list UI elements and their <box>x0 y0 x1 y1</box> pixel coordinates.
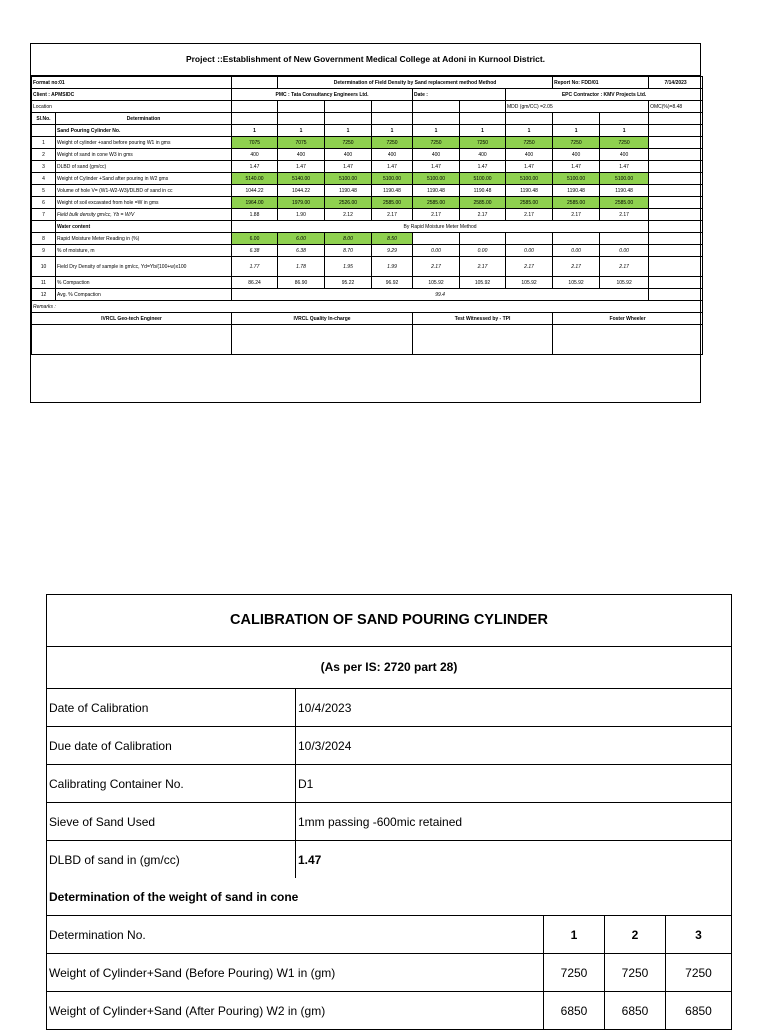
field-label: Calibrating Container No. <box>47 765 296 802</box>
row-label: Field Dry Density of sample in gm/cc, Yd=Yb/(100+w)x100 <box>56 257 232 277</box>
row-cell: 5100.00 <box>325 173 372 185</box>
table-row <box>32 233 703 245</box>
row-label: Volume of hole V= (W1-W2-W3)/DLBD of sand in cc <box>56 185 232 197</box>
field-value: 1mm passing -600mic retained <box>298 814 463 829</box>
row-cell: 400 <box>600 149 649 161</box>
epc-contractor: EPC Contractor : KMV Projects Ltd. <box>506 89 703 101</box>
row-cell: 0.00 <box>413 245 460 257</box>
row-cell: 2.17 <box>372 209 413 221</box>
w2-value-3: 6850 <box>685 1003 712 1018</box>
row-cell: 1.47 <box>600 161 649 173</box>
row-cell <box>553 233 600 245</box>
row-label: DLBD of sand (gm/cc) <box>56 161 232 173</box>
row-cell: 2.17 <box>506 209 553 221</box>
row-cell: 1.90 <box>278 209 325 221</box>
row-cell: 400 <box>460 149 506 161</box>
row-cell: 8.00 <box>325 233 372 245</box>
row-label: Sand Pouring Cylinder No. <box>56 125 232 137</box>
row-label: Weight of cylinder +sand before pouring W1 in gms <box>56 137 232 149</box>
calibration-sheet <box>46 594 732 1030</box>
row-cell: 8.70 <box>325 245 372 257</box>
row-cell: 1 <box>553 125 600 137</box>
table-row <box>32 197 703 209</box>
row-cell: 5100.00 <box>506 173 553 185</box>
row-cell: 2585.00 <box>372 197 413 209</box>
calibration-standard: (As per IS: 2720 part 28) <box>47 647 731 689</box>
row-cell: 7250 <box>325 137 372 149</box>
row-cell: 400 <box>372 149 413 161</box>
row-cell: 400 <box>413 149 460 161</box>
determination-row <box>47 916 731 954</box>
row-cell: 1.88 <box>232 209 278 221</box>
row-cell: 2.17 <box>506 257 553 277</box>
row-cell: 1 <box>372 125 413 137</box>
report-no: Report No: FDD/01 <box>553 77 649 89</box>
client: Client : APMSIDC <box>32 89 232 101</box>
water-content-label: Water content <box>56 221 232 233</box>
row-cell: 1.47 <box>325 161 372 173</box>
row-cell: 400 <box>325 149 372 161</box>
row-cell: 0.00 <box>460 245 506 257</box>
row-cell: 1190.48 <box>506 185 553 197</box>
row-cell: 1190.48 <box>372 185 413 197</box>
row-cell: 1.77 <box>232 257 278 277</box>
row-cell: 2.17 <box>413 257 460 277</box>
table-row <box>32 185 703 197</box>
sl-no-header: Sl.No. <box>32 113 56 125</box>
row-cell: 5100.00 <box>600 173 649 185</box>
avg-compaction-label: Avg. % Compaction <box>56 289 232 301</box>
row-cell: 400 <box>232 149 278 161</box>
row-cell: 86.24 <box>232 277 278 289</box>
row-cell: 1190.48 <box>553 185 600 197</box>
calibration-field-row <box>47 841 731 878</box>
row-sl-no: 7 <box>32 209 56 221</box>
remarks-row <box>32 301 703 313</box>
field-density-sheet <box>30 43 701 403</box>
row-cell: 6.38 <box>232 245 278 257</box>
avg-compaction-value: 99.4 <box>232 289 649 301</box>
row-cell: 5100.00 <box>372 173 413 185</box>
calibration-title: CALIBRATION OF SAND POURING CYLINDER <box>47 595 731 647</box>
row-cell: 1 <box>278 125 325 137</box>
project-title: Project ::Establishment of New Government Medical College at Adoni in Kurnool District. <box>31 44 700 76</box>
omc: OMC(%)=8.48 <box>649 101 703 113</box>
row-cell: 1 <box>460 125 506 137</box>
row-cell <box>600 233 649 245</box>
row-cell: 1.47 <box>232 161 278 173</box>
row-cell: 0.00 <box>600 245 649 257</box>
row-cell: 6.38 <box>278 245 325 257</box>
w2-value-1: 6850 <box>544 992 605 1029</box>
row-cell: 2585.00 <box>553 197 600 209</box>
signatory-label: IVRCL Geo-tech Engineer <box>32 313 232 325</box>
row-label: Rapid Moisture Meter Reading in (%) <box>56 233 232 245</box>
row-cell: 1190.48 <box>600 185 649 197</box>
field-value: 1.47 <box>298 852 322 867</box>
row-cell: 1 <box>232 125 278 137</box>
row-cell: 400 <box>278 149 325 161</box>
row-cell: 1 <box>600 125 649 137</box>
row-label: % of moisture, m <box>56 245 232 257</box>
row-cell: 86.90 <box>278 277 325 289</box>
table-row <box>32 161 703 173</box>
row-cell: 1190.48 <box>325 185 372 197</box>
row-cell: 7075 <box>278 137 325 149</box>
signatory-label: IVRCL Quality In-charge <box>232 313 413 325</box>
row-cell <box>506 233 553 245</box>
row-cell: 1190.48 <box>460 185 506 197</box>
row-cell: 105.92 <box>460 277 506 289</box>
row-cell: 96.92 <box>372 277 413 289</box>
calibration-field-row <box>47 727 731 765</box>
row-cell: 7250 <box>506 137 553 149</box>
row-cell: 5100.00 <box>460 173 506 185</box>
row-cell: 1979.00 <box>278 197 325 209</box>
table-row <box>32 209 703 221</box>
row-cell: 2.17 <box>553 257 600 277</box>
row-cell <box>413 233 460 245</box>
table-row <box>32 149 703 161</box>
row-cell: 5100.00 <box>553 173 600 185</box>
row-cell: 2585.00 <box>460 197 506 209</box>
row-sl-no: 9 <box>32 245 56 257</box>
row-cell: 95.22 <box>325 277 372 289</box>
row-cell: 6.00 <box>278 233 325 245</box>
row-sl-no <box>32 125 56 137</box>
water-content-row <box>32 221 703 233</box>
mdd: MDD (gm/CC) =2.05 <box>506 101 649 113</box>
w2-row <box>47 992 731 1029</box>
row-cell: 1044.22 <box>278 185 325 197</box>
signatory-label: Test Witnessed by - TPI <box>413 313 553 325</box>
det-num-3: 3 <box>695 927 702 942</box>
row-cell: 1.47 <box>372 161 413 173</box>
w1-value-2: 7250 <box>605 954 666 991</box>
table-row <box>32 137 703 149</box>
signatory-label: Foster Wheeler <box>553 313 703 325</box>
table-row <box>32 277 703 289</box>
row-cell: 0.00 <box>506 245 553 257</box>
method-title: Determination of Field Density by Sand replacement method Method <box>278 77 553 89</box>
row-cell: 1 <box>506 125 553 137</box>
row-cell: 1044.22 <box>232 185 278 197</box>
field-label: Sieve of Sand Used <box>47 803 296 840</box>
date-label: Date : <box>413 89 506 101</box>
row-cell: 7250 <box>413 137 460 149</box>
row-cell: 2585.00 <box>600 197 649 209</box>
avg-compaction-row <box>32 289 703 301</box>
field-label: Date of Calibration <box>47 689 296 726</box>
w1-value-1: 7250 <box>544 954 605 991</box>
row-cell: 2.17 <box>600 209 649 221</box>
row-sl-no: 1 <box>32 137 56 149</box>
table-row <box>32 125 703 137</box>
row-sl-no: 4 <box>32 173 56 185</box>
row-sl-no: 6 <box>32 197 56 209</box>
row-cell: 0.00 <box>553 245 600 257</box>
row-cell: 1.47 <box>278 161 325 173</box>
field-value: D1 <box>298 776 314 791</box>
row-cell: 2585.00 <box>506 197 553 209</box>
row-sl-no: 3 <box>32 161 56 173</box>
rmm-method: By Rapid Moisture Meter Method <box>232 221 649 233</box>
row-label: Weight of Cylinder +Sand after pouring in W2 gms <box>56 173 232 185</box>
row-cell: 7250 <box>372 137 413 149</box>
row-label: Weight of sand in cone W3 in gms <box>56 149 232 161</box>
row-cell: 2.17 <box>553 209 600 221</box>
row-cell: 2585.00 <box>413 197 460 209</box>
row-cell: 7075 <box>232 137 278 149</box>
calibration-field-row <box>47 689 731 727</box>
det-num-2: 2 <box>605 916 666 953</box>
row-cell: 1.47 <box>413 161 460 173</box>
calibration-field-row <box>47 803 731 841</box>
row-cell: 400 <box>506 149 553 161</box>
row-cell: 1.47 <box>553 161 600 173</box>
row-cell: 400 <box>553 149 600 161</box>
row-cell: 1.95 <box>325 257 372 277</box>
pmc: PMC : Tata Consultancy Engineers Ltd. <box>232 89 413 101</box>
row-label: Weight of soil excavated from hole =W in gms <box>56 197 232 209</box>
row-cell: 7250 <box>553 137 600 149</box>
row-cell: 105.92 <box>600 277 649 289</box>
row-cell: 1.78 <box>278 257 325 277</box>
field-label: DLBD of sand in (gm/cc) <box>47 841 296 878</box>
w2-label: Weight of Cylinder+Sand (After Pouring) W2 in (gm) <box>47 992 544 1029</box>
field-value: 10/3/2024 <box>298 738 352 753</box>
row-sl-no: 10 <box>32 257 56 277</box>
table-row <box>32 257 703 277</box>
w1-value-3: 7250 <box>685 965 712 980</box>
section-heading: Determination of the weight of sand in cone <box>49 889 299 904</box>
row-cell: 5100.00 <box>413 173 460 185</box>
determination-label: Determination No. <box>47 916 544 953</box>
row-cell: 1 <box>413 125 460 137</box>
signature-header-row <box>32 313 703 325</box>
row-cell: 9.29 <box>372 245 413 257</box>
table-row <box>32 245 703 257</box>
row-sl-no: 12 <box>32 289 56 301</box>
row-cell: 5140.00 <box>278 173 325 185</box>
row-cell: 5140.00 <box>232 173 278 185</box>
row-cell: 2.17 <box>413 209 460 221</box>
row-sl-no: 11 <box>32 277 56 289</box>
w2-value-2: 6850 <box>605 992 666 1029</box>
row-label: % Compaction <box>56 277 232 289</box>
row-cell: 8.50 <box>372 233 413 245</box>
table-row <box>32 173 703 185</box>
row-cell: 2.17 <box>460 209 506 221</box>
row-cell: 2.12 <box>325 209 372 221</box>
row-cell: 1 <box>325 125 372 137</box>
row-cell <box>460 233 506 245</box>
det-num-1: 1 <box>544 916 605 953</box>
row-cell: 2.17 <box>460 257 506 277</box>
field-label: Due date of Calibration <box>47 727 296 764</box>
section-row <box>47 878 731 916</box>
row-cell: 7250 <box>600 137 649 149</box>
row-cell: 105.92 <box>553 277 600 289</box>
calibration-field-row <box>47 765 731 803</box>
row-cell: 105.92 <box>413 277 460 289</box>
row-label: Field bulk density gm/cc, Yb = W/V <box>56 209 232 221</box>
row-cell: 1964.00 <box>232 197 278 209</box>
row-sl-no: 5 <box>32 185 56 197</box>
row-cell: 2.17 <box>600 257 649 277</box>
signature-space-row <box>32 325 703 355</box>
row-cell: 1.47 <box>506 161 553 173</box>
row-sl-no: 8 <box>32 233 56 245</box>
location: Location <box>32 101 232 113</box>
report-date: 7/14/2023 <box>649 77 703 89</box>
row-sl-no: 2 <box>32 149 56 161</box>
format-no: Format no:01 <box>32 77 232 89</box>
row-cell: 1190.48 <box>413 185 460 197</box>
row-cell: 7250 <box>460 137 506 149</box>
field-density-table <box>31 76 703 355</box>
row-cell: 6.00 <box>232 233 278 245</box>
field-value: 10/4/2023 <box>298 700 352 715</box>
w1-row <box>47 954 731 992</box>
w1-label: Weight of Cylinder+Sand (Before Pouring) W1 in (gm) <box>47 954 544 991</box>
row-cell: 2526.00 <box>325 197 372 209</box>
row-cell: 1.99 <box>372 257 413 277</box>
row-cell: 105.92 <box>506 277 553 289</box>
row-cell: 1.47 <box>460 161 506 173</box>
determination-header: Determination <box>56 113 232 125</box>
remarks: Remarks : <box>32 301 703 313</box>
